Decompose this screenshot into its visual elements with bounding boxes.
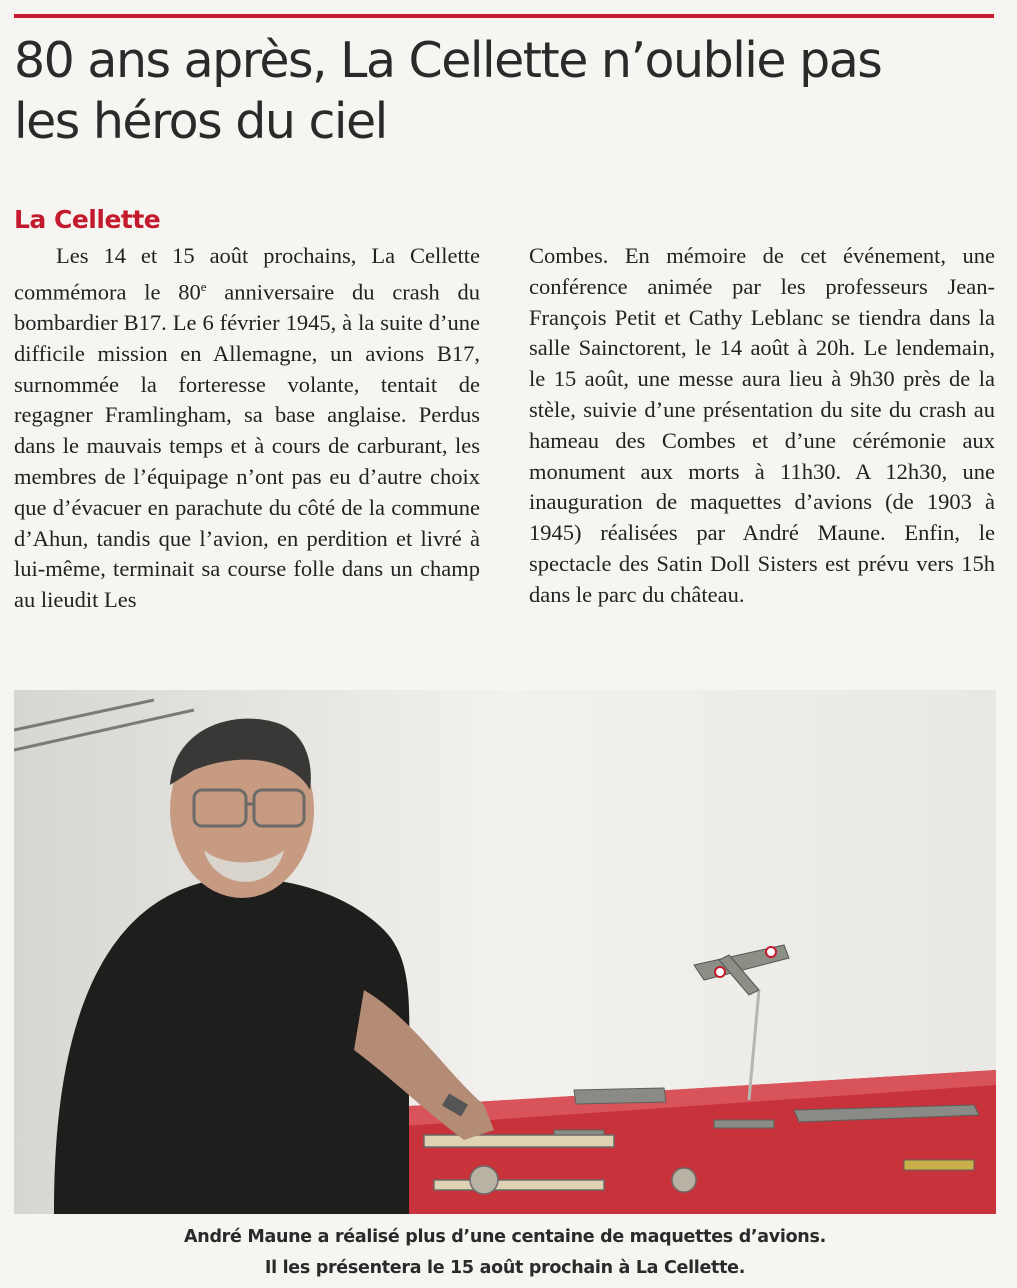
- body-column-left: [14, 241, 480, 616]
- photo-man-with-model-airplanes: [14, 690, 996, 1214]
- body-paragraph-right: Combes. En mémoire de cet événement, une conférence animée par les professeurs Jean-François Petit et Cathy Leblanc se tiendra dans la salle Sainctorent, le 14 août à 20h. Le lendemain, le 15 août, une messe aura lieu à 9h30 près de la stèle, suivie d’une présentation du site du crash au hameau des Combes et d’une cérémonie aux monument aux morts à 11h30. A 12h30, une inauguration de maquettes d’avions (de 1903 à 1945) réalisées par André Maune. Enfin, le spectacle des Satin Doll Sisters est prévu vers 15h dans le parc du château.: [529, 243, 995, 607]
- top-accent-rule: [14, 14, 994, 18]
- photo-caption: [14, 1222, 996, 1284]
- body-paragraph-left: Les 14 et 15 août prochains, La Cellette commémora le 80e anniversaire du crash du bombardier B17. Le 6 février 1945, à la suite d’une difficile mission en Allemagne, un avions B17, surnommée la forteresse volante, tentait de regagner Framlingham, sa base anglaise. Perdus dans le mauvais temps et à cours de carburant, les membres de l’équipage n’ont pas eu d’autre choix que d’évacuer en parachute du côté de la commune d’Ahun, tandis que l’avion, en perdition et livré à lui-même, terminait sa course folle dans un champ au lieudit Les: [14, 243, 480, 613]
- body-column-right: [529, 241, 995, 611]
- headline: [14, 30, 994, 152]
- caption-line-2: Il les présentera le 15 août prochain à La Cellette.: [264, 1258, 746, 1278]
- caption-line-1: André Maune a réalisé plus d’une centaine de maquettes d’avions.: [184, 1227, 826, 1247]
- headline-line-2: les héros du ciel: [14, 93, 387, 150]
- location-kicker: La Cellette: [14, 205, 161, 234]
- article-photo: [14, 690, 996, 1214]
- headline-line-1: 80 ans après, La Cellette n’oublie pas: [14, 32, 882, 89]
- ordinal-superscript: e: [200, 278, 207, 294]
